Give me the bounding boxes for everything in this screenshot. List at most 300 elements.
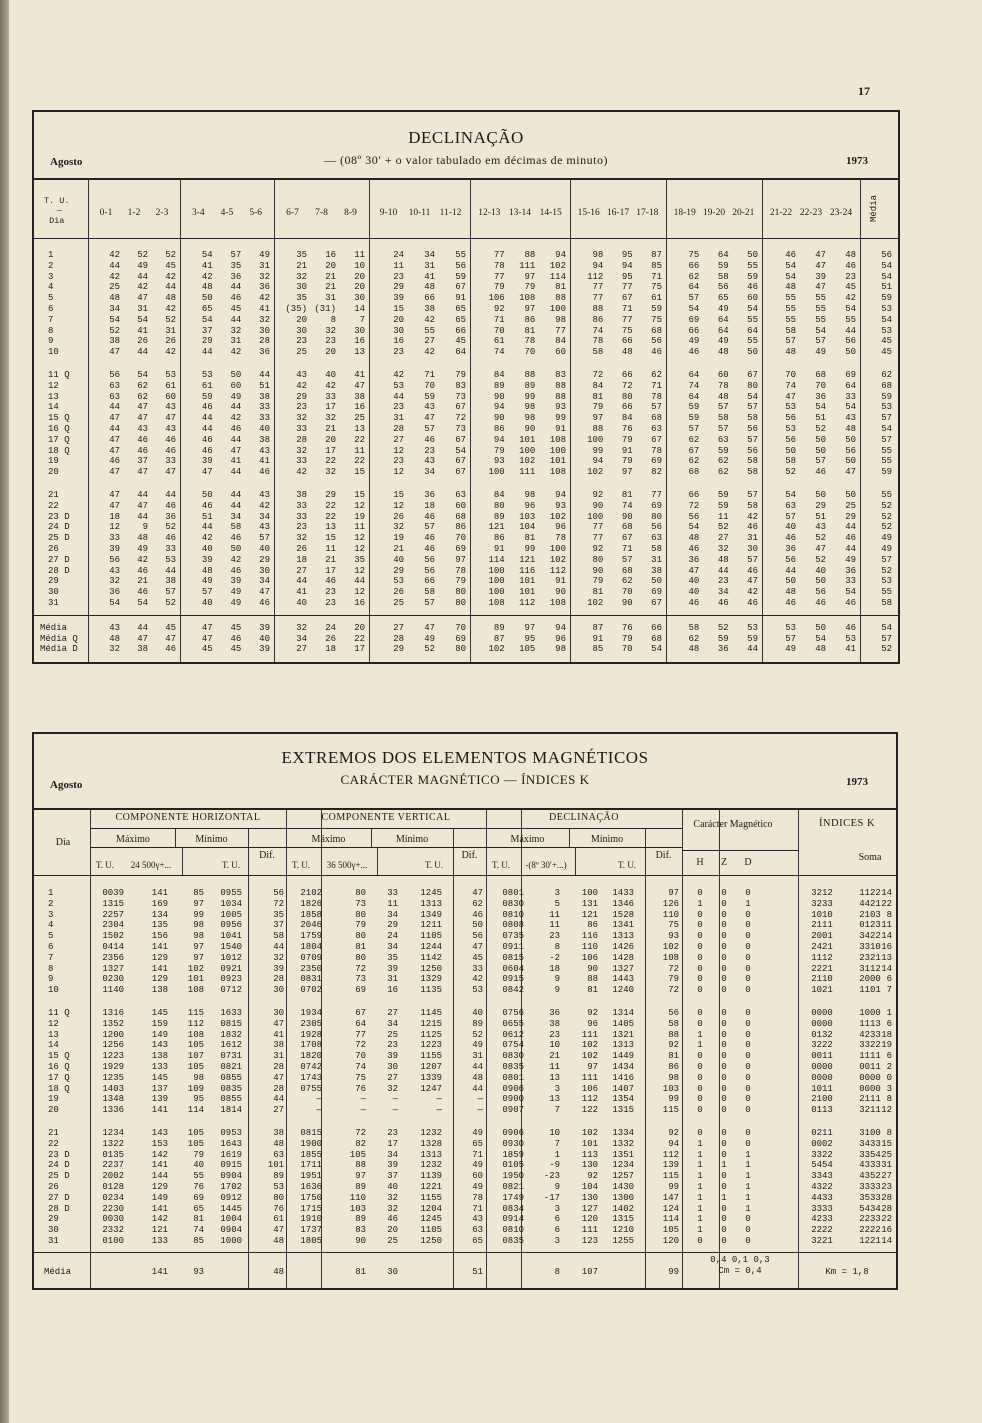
decl-cell: 42 xyxy=(201,533,213,544)
decl-cell: 105 xyxy=(519,644,536,655)
day-label: 12 xyxy=(48,1018,59,1029)
decl-cell: 46 xyxy=(165,434,176,445)
decl-cell: 68 xyxy=(651,413,662,424)
extremos-header-text: -(8º 30′+...) xyxy=(525,860,567,870)
extremos-header-text: Dif. xyxy=(461,850,478,861)
extremos-cell: 1315 xyxy=(612,1214,634,1225)
extremos-cell: 2356 xyxy=(102,952,124,963)
extremos-cell: 0612 xyxy=(502,1029,524,1040)
extremos-cell: 121 xyxy=(581,909,598,920)
decl-cell: 102 xyxy=(519,456,536,467)
extremos-cell: 1 xyxy=(745,1203,751,1214)
decl-cell: 78 xyxy=(592,336,604,347)
extremos-cell: 0 xyxy=(745,942,751,952)
media-label: Média xyxy=(44,1267,72,1277)
declinacao-means-rule xyxy=(34,615,898,616)
extremos-cell: 41 xyxy=(273,1029,284,1040)
extremos-cell: 3 xyxy=(554,1236,560,1246)
decl-cell: 44 xyxy=(137,511,148,522)
decl-cell: 48 xyxy=(424,282,435,293)
extremos-cell: 0855 xyxy=(220,1072,242,1083)
decl-cell: 80 xyxy=(493,500,505,511)
extremos-cell: 74 xyxy=(193,1225,204,1236)
decl-cell: 88 xyxy=(555,293,566,304)
decl-cell: 48 xyxy=(201,565,213,576)
extremos-cell: 58 xyxy=(273,931,284,942)
decl-cell: 25 xyxy=(296,347,307,358)
decl-cell: 40 xyxy=(259,544,270,554)
extremos-cell: 0 xyxy=(697,1083,703,1094)
extremos-cell: 143 xyxy=(151,1040,168,1051)
extremos-cell: 0002 xyxy=(811,1138,833,1149)
extremos-cell: 0 xyxy=(745,1094,751,1105)
decl-cell: 25 xyxy=(845,500,856,511)
decl-cell: 16 xyxy=(354,402,365,413)
daily-mean: 56 xyxy=(881,250,892,260)
decl-cell: 57 xyxy=(621,554,633,565)
decl-cell: 35 xyxy=(354,554,365,565)
extremos-cell: 1354 xyxy=(612,1094,634,1105)
decl-cell: 70 xyxy=(424,380,435,391)
extremos-cell: 3354 xyxy=(859,1149,881,1160)
decl-cell: 45 xyxy=(165,260,176,271)
decl-cell: 56 xyxy=(845,336,856,347)
decl-cell: 55 xyxy=(747,336,758,347)
decl-cell: 51 xyxy=(815,511,826,522)
extremos-cell: 1 xyxy=(697,898,703,909)
decl-cell: 97 xyxy=(524,304,536,314)
decl-cell: 96 xyxy=(555,522,566,533)
extremos-cell: 169 xyxy=(151,898,168,909)
extremos-cell: 11 xyxy=(549,1062,560,1072)
extremos-cell: 0 xyxy=(745,909,751,920)
decl-cell: 75 xyxy=(688,250,700,260)
extremos-cell: 30 xyxy=(273,1008,284,1018)
decl-cell: 57 xyxy=(785,336,796,347)
decl-cell: 57 xyxy=(747,402,758,413)
extremos-cell: 65 xyxy=(472,1138,483,1149)
decl-cell: 38 xyxy=(259,391,270,402)
decl-cell: 20 xyxy=(393,314,404,325)
extremos-cell: 3233 xyxy=(811,898,833,909)
extremos-cell: 1334 xyxy=(612,1128,634,1138)
decl-cell: 33 xyxy=(845,391,856,402)
decl-cell: 70 xyxy=(621,644,633,655)
decl-cell: 30 xyxy=(259,325,270,336)
decl-cell: 47 xyxy=(201,622,213,633)
extremos-cell: 110 xyxy=(581,942,598,952)
decl-cell: 46 xyxy=(165,644,176,655)
decl-cell: 108 xyxy=(549,434,566,445)
extremos-cell: 8 xyxy=(554,942,560,952)
decl-cell: 30 xyxy=(354,293,365,304)
extremos-cell: 1528 xyxy=(612,909,634,920)
decl-cell: 46 xyxy=(230,424,242,434)
decl-cell: 46 xyxy=(325,576,336,587)
extremos-cell: 0712 xyxy=(220,985,242,996)
day-label: 14 xyxy=(48,1040,59,1051)
day-label: 26 xyxy=(48,1182,59,1192)
daily-mean: 52 xyxy=(881,644,892,655)
extremos-cell: 112 xyxy=(662,1149,679,1160)
decl-cell: 44 xyxy=(201,424,213,434)
extremos-cell: 0906 xyxy=(502,1083,524,1094)
decl-cell: 48 xyxy=(201,282,213,293)
decl-cell: 91 xyxy=(455,293,466,304)
decl-cell: 121 xyxy=(519,554,536,565)
decl-cell: 44 xyxy=(230,282,242,293)
decl-cell: 43 xyxy=(424,456,435,467)
extremos-cell: 18 xyxy=(549,963,560,974)
extremos-header-text: Máximo xyxy=(116,834,150,845)
extremos-cell: 0906 xyxy=(502,1128,524,1138)
decl-cell: 47 xyxy=(747,576,758,587)
decl-cell: 21 xyxy=(325,271,336,282)
extremos-cell: 2350 xyxy=(300,963,322,974)
extremos-cell: 89 xyxy=(355,1214,366,1225)
extremos-cell: 1247 xyxy=(420,1083,442,1094)
decl-cell: 39 xyxy=(109,544,120,554)
decl-cell: 53 xyxy=(165,370,176,380)
decl-cell: 57 xyxy=(747,554,758,565)
decl-cell: 12 xyxy=(393,500,404,511)
decl-cell: 47 xyxy=(424,622,435,633)
decl-cell: 47 xyxy=(354,380,365,391)
decl-cell: 47 xyxy=(109,413,120,424)
decl-cell: 46 xyxy=(230,633,242,644)
decl-cell: 44 xyxy=(165,565,176,576)
extremos-cell: 34 xyxy=(387,1018,398,1029)
extremos-cell: 0900 xyxy=(502,1094,524,1105)
decl-cell: 56 xyxy=(747,445,758,456)
extremos-cell: 100 xyxy=(581,888,598,898)
day-label: 6 xyxy=(48,942,54,952)
decl-cell: 38 xyxy=(259,434,270,445)
extremos-cell: 1708 xyxy=(300,1040,322,1051)
hour-column-header: 4-5 xyxy=(220,208,234,218)
extremos-cell: 1619 xyxy=(220,1149,242,1160)
decl-cell: 32 xyxy=(296,271,307,282)
decl-cell: 44 xyxy=(137,490,148,500)
extremos-cell: 0211 xyxy=(811,1128,833,1138)
hour-column-header: 9-10 xyxy=(379,208,398,218)
extremos-cell: 1405 xyxy=(612,1018,634,1029)
decl-cell: 81 xyxy=(592,391,604,402)
decl-cell: 50 xyxy=(201,490,213,500)
decl-cell: 48 xyxy=(845,424,856,434)
decl-cell: 44 xyxy=(393,391,404,402)
decl-cell: 70 xyxy=(493,325,505,336)
decl-cell: 43 xyxy=(259,522,270,533)
decl-cell: 57 xyxy=(424,598,435,608)
decl-cell: 48 xyxy=(109,633,120,644)
decl-cell: 46 xyxy=(230,533,242,544)
daily-mean: 55 xyxy=(881,445,892,456)
extremos-cell: 39 xyxy=(387,1051,398,1062)
decl-cell: 56 xyxy=(845,445,856,456)
decl-cell: 77 xyxy=(621,314,633,325)
decl-cell: 46 xyxy=(747,598,758,608)
day-label: 10 xyxy=(48,985,59,996)
decl-cell: 27 xyxy=(296,565,307,576)
extremos-cell: 32 xyxy=(387,1192,398,1203)
decl-cell: 36 xyxy=(230,271,242,282)
extremos-cell: 0230 xyxy=(102,974,124,985)
extremos-cell: 139 xyxy=(662,1160,679,1171)
extremos-cell: 149 xyxy=(151,1029,168,1040)
extremos-cell: 1327 xyxy=(612,963,634,974)
hour-column-header: 13-14 xyxy=(508,208,532,218)
day-label: 28 D xyxy=(48,565,70,576)
extremos-cell: 0835 xyxy=(502,1062,524,1072)
extremos-cell: 1011 xyxy=(811,1083,833,1094)
decl-cell: 66 xyxy=(621,402,633,413)
extremos-cell: 7 xyxy=(554,1105,560,1116)
day-label: 26 xyxy=(48,544,59,554)
soma-value: 25 xyxy=(881,1149,892,1160)
decl-cell: 52 xyxy=(165,598,176,608)
extremos-cell: 5454 xyxy=(811,1160,833,1171)
decl-cell: 99 xyxy=(555,413,566,424)
decl-cell: 92 xyxy=(592,490,604,500)
decl-cell: 55 xyxy=(424,325,435,336)
decl-cell: 54 xyxy=(845,587,856,598)
hour-column-header: 19-20 xyxy=(702,208,726,218)
extremos-cell: 34 xyxy=(387,942,398,952)
extremos-cell: 1112 xyxy=(811,952,833,963)
decl-cell: 44 xyxy=(845,522,856,533)
hour-column-header: 22-23 xyxy=(799,208,823,218)
decl-cell: 56 xyxy=(688,511,700,522)
decl-cell: 38 xyxy=(296,490,307,500)
decl-cell: 81 xyxy=(524,325,536,336)
extremos-cell: 1805 xyxy=(300,1236,322,1246)
decl-cell: 43 xyxy=(845,413,856,424)
decl-cell: 94 xyxy=(555,490,566,500)
extremos-cell: 1351 xyxy=(612,1149,634,1160)
day-label: 19 xyxy=(48,1094,59,1105)
decl-cell: 36 xyxy=(109,587,120,598)
daily-mean: 59 xyxy=(881,293,892,304)
decl-cell: 40 xyxy=(201,598,213,608)
extremos-cell: 46 xyxy=(472,909,483,920)
decl-cell: 13 xyxy=(325,522,336,533)
extremos-cell: 1327 xyxy=(102,963,124,974)
decl-cell: 57 xyxy=(747,434,758,445)
decl-cell: 7 xyxy=(359,314,365,325)
subheader-rule xyxy=(90,828,682,829)
day-label: 19 xyxy=(48,456,59,467)
extremos-cell: 69 xyxy=(193,1192,204,1203)
decl-cell: 102 xyxy=(488,644,505,655)
extremos-cell: 76 xyxy=(273,1203,284,1214)
decl-cell: 76 xyxy=(621,424,633,434)
decl-cell: 46 xyxy=(165,445,176,456)
extremos-cell: 37 xyxy=(273,920,284,931)
decl-cell: 56 xyxy=(651,336,662,347)
decl-cell: 46 xyxy=(109,456,120,467)
decl-cell: 44 xyxy=(845,325,856,336)
extremos-cell: 2332 xyxy=(102,1225,124,1236)
extremos-cell: 3112 xyxy=(859,963,881,974)
decl-cell: 35 xyxy=(296,293,307,304)
media-h-dif: 48 xyxy=(273,1267,284,1277)
decl-cell: 43 xyxy=(259,490,270,500)
km-value: Km = 1,8 xyxy=(825,1267,869,1277)
decl-cell: 38 xyxy=(137,644,148,655)
extremos-cell: 0815 xyxy=(300,1128,322,1138)
decl-cell: 80 xyxy=(455,587,466,598)
decl-cell: 80 xyxy=(455,598,466,608)
extremos-cell: 47 xyxy=(273,1018,284,1029)
extremos-cell: 70 xyxy=(355,1051,366,1062)
extremos-cell: 42 xyxy=(472,974,483,985)
decl-cell: 43 xyxy=(109,622,120,633)
decl-cell: 64 xyxy=(688,391,700,402)
extremos-cell: 34 xyxy=(387,1149,398,1160)
decl-cell: 64 xyxy=(845,380,856,391)
decl-cell: 57 xyxy=(165,587,176,598)
decl-cell: 94 xyxy=(592,456,604,467)
decl-cell: 33 xyxy=(296,500,307,511)
extremos-cell: 0 xyxy=(745,963,751,974)
extremos-cell: 141 xyxy=(151,1105,168,1116)
subheader-rule xyxy=(90,847,286,848)
decl-cell: 57 xyxy=(815,456,826,467)
decl-cell: 70 xyxy=(785,370,796,380)
decl-cell: 72 xyxy=(621,380,633,391)
extremos-cell: 0234 xyxy=(102,1192,124,1203)
decl-cell: 29 xyxy=(393,282,404,293)
daily-mean: 68 xyxy=(881,380,892,391)
decl-cell: 16 xyxy=(354,598,365,608)
extremos-cell: 112 xyxy=(581,1094,598,1105)
daily-mean: 54 xyxy=(881,622,892,633)
decl-cell: 101 xyxy=(549,456,566,467)
decl-cell: 20 xyxy=(296,314,307,325)
declinacao-column-rule xyxy=(762,178,763,662)
extremos-cell: 112 xyxy=(187,1018,204,1029)
extremos-cell: 0 xyxy=(721,974,727,985)
decl-cell: 87 xyxy=(651,250,662,260)
decl-cell: 50 xyxy=(845,434,856,445)
extremos-cell: 1349 xyxy=(420,909,442,920)
decl-cell: 23 xyxy=(393,347,404,358)
extremos-cell: 44 xyxy=(472,1083,483,1094)
decl-cell: 47 xyxy=(109,434,120,445)
decl-cell: 99 xyxy=(524,391,536,402)
extremos-cell: 153 xyxy=(151,1138,168,1149)
extremos-cell: 0 xyxy=(745,1225,751,1236)
decl-cell: 22 xyxy=(325,500,336,511)
day-label: 22 xyxy=(48,500,59,511)
decl-cell: 21 xyxy=(325,554,336,565)
decl-cell: 56 xyxy=(651,522,662,533)
extremos-cell: 30 xyxy=(273,985,284,996)
decl-cell: 69 xyxy=(845,370,856,380)
decl-cell: 18 xyxy=(296,554,307,565)
day-label: 8 xyxy=(48,325,54,336)
extremos-cell: 3100 xyxy=(859,1128,881,1138)
extremos-cell: 0 xyxy=(721,931,727,942)
decl-cell: 62 xyxy=(717,467,729,478)
extremos-cell: 97 xyxy=(668,888,679,898)
extremos-cell: 0011 xyxy=(859,1062,881,1072)
decl-cell: 57 xyxy=(747,490,758,500)
decl-cell: 12 xyxy=(109,522,120,533)
decl-cell: 20 xyxy=(354,271,365,282)
hour-column-header: 10-11 xyxy=(408,208,431,218)
decl-cell: 24 xyxy=(393,250,404,260)
extremos-cell: 3343 xyxy=(811,1171,833,1182)
decl-cell: 36 xyxy=(785,544,796,554)
decl-cell: 47 xyxy=(137,402,148,413)
extremos-cell: 145 xyxy=(151,1072,168,1083)
decl-cell: 100 xyxy=(587,511,604,522)
extremos-cell: 93 xyxy=(668,931,679,942)
extremos-cell: 1215 xyxy=(420,1018,442,1029)
decl-cell: 66 xyxy=(424,293,435,304)
decl-cell: 41 xyxy=(259,456,270,467)
extremos-cell: 2222 xyxy=(811,1225,833,1236)
decl-cell: 67 xyxy=(455,467,466,478)
decl-cell: 98 xyxy=(524,402,536,413)
media-h-min: 93 xyxy=(193,1267,204,1277)
extremos-cell: 0 xyxy=(745,931,751,942)
extremos-cell: 1142 xyxy=(420,952,442,963)
decl-cell: 69 xyxy=(651,456,662,467)
extremos-cell: 0821 xyxy=(220,1062,242,1072)
day-label: 12 xyxy=(48,380,59,391)
decl-cell: 70 xyxy=(524,347,536,358)
decl-cell: 54 xyxy=(845,304,856,314)
extremos-cell: 1 xyxy=(745,1160,751,1171)
decl-cell: 47 xyxy=(137,500,148,511)
decl-cell: 21 xyxy=(296,260,307,271)
decl-cell: 44 xyxy=(230,434,242,445)
decl-cell: 94 xyxy=(555,250,566,260)
extremos-cell: 1 xyxy=(745,1149,751,1160)
extremos-cell: 1021 xyxy=(811,985,833,996)
hour-column-header: 21-22 xyxy=(769,208,793,218)
extremos-cell: 0 xyxy=(721,1072,727,1083)
decl-cell: 12 xyxy=(393,467,404,478)
day-label: 2 xyxy=(48,898,54,909)
decl-cell: 48 xyxy=(845,250,856,260)
extremos-cell: 2230 xyxy=(102,1203,124,1214)
decl-cell: 80 xyxy=(747,380,758,391)
daily-mean: 53 xyxy=(881,325,892,336)
decl-cell: 23 xyxy=(393,456,404,467)
decl-cell: 57 xyxy=(259,533,270,544)
extremos-cell: 1 xyxy=(745,1192,751,1203)
decl-cell: 67 xyxy=(455,434,466,445)
extremos-cell: 101 xyxy=(581,1138,598,1149)
extremos-cell: 63 xyxy=(273,1149,284,1160)
decl-cell: 58 xyxy=(717,271,729,282)
day-label: 9 xyxy=(48,336,54,347)
decl-cell: 28 xyxy=(393,424,404,434)
extremos-cell: 1820 xyxy=(300,1051,322,1062)
extremos-cell: 1341 xyxy=(612,920,634,931)
decl-cell: 23 xyxy=(296,336,307,347)
extremos-cell: 0 xyxy=(745,920,751,931)
decl-cell: 47 xyxy=(845,467,856,478)
decl-cell: 63 xyxy=(651,424,662,434)
extremos-cell: 79 xyxy=(355,920,366,931)
decl-cell: 20 xyxy=(325,347,336,358)
decl-cell: 54 xyxy=(201,314,213,325)
